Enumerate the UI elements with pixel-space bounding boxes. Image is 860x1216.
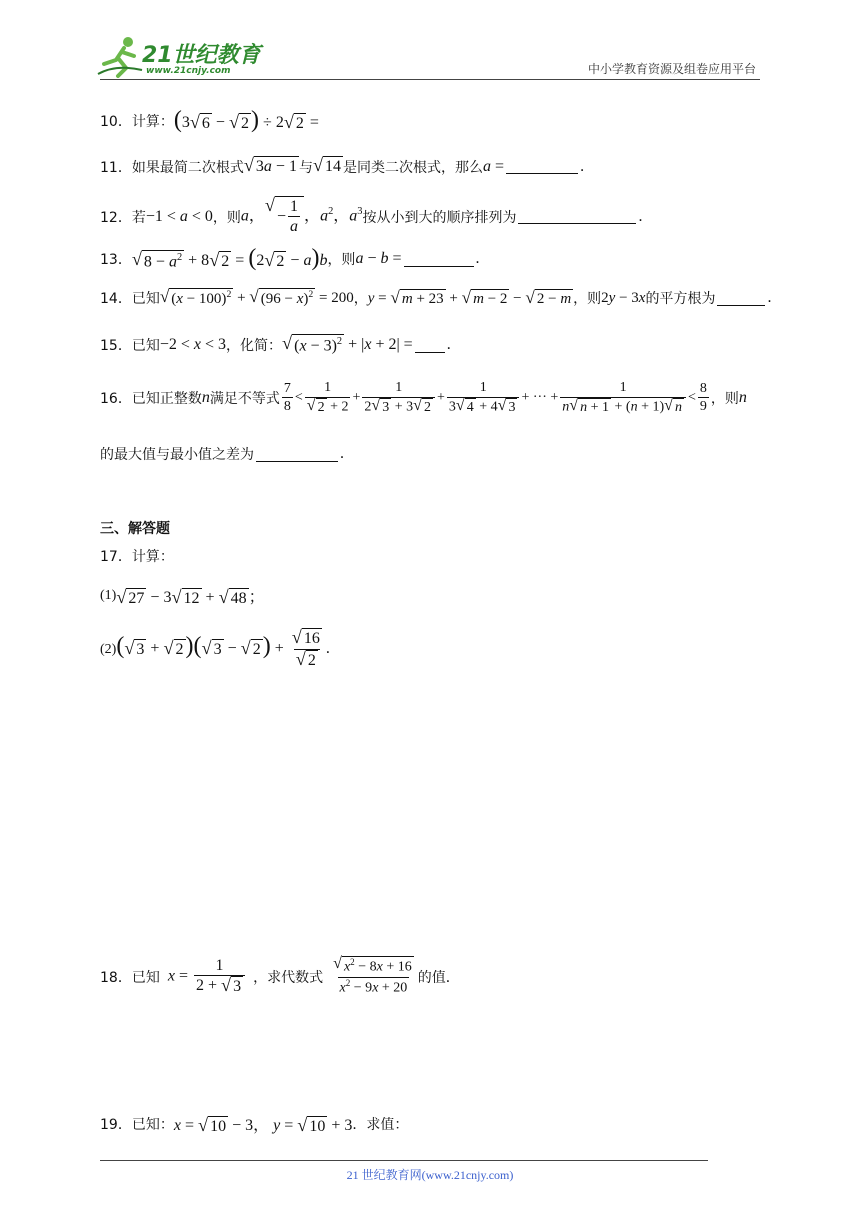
answer-blank[interactable]	[518, 209, 636, 224]
question-16: 16． 已知正整数 n 满足不等式 $\frac{7}{8}$ < 1 √ 2 + 2 + 1 2 √ 3 + 3 √ 2 + 1 3 √ 4 + 4 √ 3 + ··· + 1 n √ n + 1 + (n + 1) √ n < $\frac{8}{9}$ ，则 n	[100, 380, 747, 415]
question-13: 13． √ $8 - a^2$ + 8 √ 2 = (2 √ 2 − a)b ，则 a − b = .	[100, 245, 480, 271]
question-19: 19． 已知： x = √ 10 − 3， y = √ 10 + 3 ．求值：	[100, 1114, 409, 1135]
question-11: 11． 如果最简二次根式 √ 3a − 1 与 √ 14 是同类二次根式，那么 a = .	[100, 155, 585, 176]
logo-text: 21世纪教育	[142, 43, 261, 68]
answer-blank[interactable]	[415, 338, 445, 353]
logo-url: www.21cnjy.com	[146, 66, 231, 76]
runner-logo-icon	[96, 34, 146, 78]
question-17-part1: (1) √ 27 − 3 √ 12 + √ 48 ；	[100, 586, 265, 607]
answer-blank[interactable]	[404, 252, 474, 267]
header-logo	[96, 34, 266, 78]
question-17-part2: (2) ( √ 3 + √ 2 )( √ 3 − √ 2 ) + √ 16 √ 2 .	[100, 627, 330, 669]
footer-rule	[100, 1160, 708, 1161]
question-15: 15． 已知 −2 < x < 3 ，化简： √ $(x - 3)^2$ + |x + 2| = .	[100, 333, 451, 355]
question-17: 17． 计算：	[100, 549, 174, 565]
question-10: 10． 计算： (3 √ 6 − √ 2 ) ÷ 2 √ 2 =	[100, 107, 319, 133]
answer-blank[interactable]	[506, 159, 578, 174]
footer-text: 21 世纪教育网(www.21cnjy.com)	[346, 1168, 514, 1182]
header-right-text: 中小学教育资源及组卷应用平台	[587, 62, 756, 76]
question-16-line2: 的最大值与最小值之差为 .	[100, 445, 344, 463]
answer-blank[interactable]	[717, 291, 765, 306]
question-14: 14． 已知 √ $(x - 100)^2$ + √ $(96 - x)^2$ = 200 ， y = √ m + 23 + √ m − 2 − √ 2 − m ，则 2y − 3x 的平方根为 .	[100, 287, 772, 308]
answer-blank[interactable]	[256, 447, 338, 462]
question-18: 18． 已知 x = 1 2 + √ 3 ，求代数式 √ $x^2 - 8x + 16$ $x^2 - 9x + 20$ 的值．	[100, 955, 460, 996]
section-title: 三、解答题	[100, 521, 170, 537]
question-12: 12． 若 −1 < a < 0 ，则 a， √ − $\frac{1}{a}$ ，$a^2$，$a^3$ 按从小到大的顺序排列为 .	[100, 195, 643, 236]
header-rule	[100, 79, 760, 80]
